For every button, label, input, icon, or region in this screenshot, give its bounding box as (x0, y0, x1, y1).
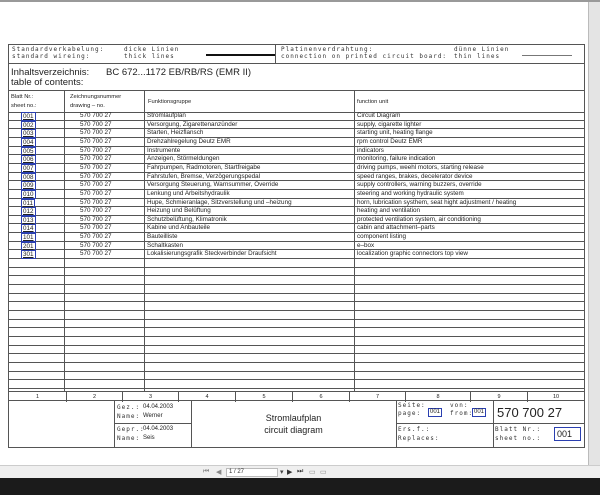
drawing-number: 570 700 27 (80, 250, 112, 258)
drawing-number: 570 700 27 (80, 129, 112, 137)
function-group: Starten, Heizflansch (147, 129, 204, 137)
header-group: Funktionsgruppe (148, 99, 192, 105)
legend-thin-en: thin lines (454, 53, 501, 60)
legend-thick-en: thick lines (124, 53, 175, 60)
divider (114, 401, 115, 447)
bottom-bar (0, 478, 600, 495)
table-row (9, 138, 584, 147)
drawing-number: 570 700 27 (80, 233, 112, 241)
drawing-number: 570 700 27 (497, 405, 563, 420)
function-group: Fahrstufen, Bremse, Verzögerungspedal (147, 172, 261, 180)
drawing-number: 570 700 27 (80, 181, 112, 189)
empty-table-row (9, 328, 584, 337)
model-title: BC 672...1172 EB/RB/RS (EMR II) (106, 67, 252, 78)
divider (114, 423, 191, 424)
header-drawing-de: Zeichnungsnummer (70, 94, 122, 100)
table-row (9, 173, 584, 182)
gez-label: Gez.: (117, 404, 141, 411)
from-label: from: (450, 410, 474, 417)
sheet-link[interactable]: 301 (23, 251, 34, 259)
drawing-number: 570 700 27 (80, 163, 112, 171)
empty-table-row (9, 380, 584, 389)
empty-table-row (9, 259, 584, 268)
function-unit: speed ranges, brakes, decelerator device (357, 172, 473, 180)
function-unit: rpm control Deutz EMR (357, 137, 423, 145)
empty-table-row (9, 276, 584, 285)
column-number: 4 (179, 392, 236, 402)
column-number: 8 (406, 392, 471, 402)
empty-table-row (9, 268, 584, 277)
function-unit: supply controllers, warning buzzers, override (357, 181, 482, 189)
function-group: Schutzbelüftung, Klimatronik (147, 215, 227, 223)
sheet-link[interactable]: 004 (23, 138, 34, 146)
sheet-link[interactable]: 005 (23, 147, 34, 155)
header-unit: function unit (357, 99, 389, 105)
blatt-label: Blatt Nr.: (495, 426, 542, 433)
column-divider (354, 90, 355, 391)
empty-table-row (9, 302, 584, 311)
table-row (9, 224, 584, 233)
column-number: 5 (236, 392, 293, 402)
table-row (9, 199, 584, 208)
function-unit: steering and working hydraulic system (357, 189, 464, 197)
divider (9, 90, 584, 91)
header-drawing (70, 93, 121, 111)
column-number: 6 (293, 392, 350, 402)
gepr-label: Gepr.: (117, 426, 145, 433)
sheetno-label: sheet no.: (495, 435, 542, 442)
empty-table-row (9, 285, 584, 294)
sheet-link[interactable]: 010 (23, 190, 34, 198)
header-drawing-en: drawing – no. (70, 103, 105, 109)
function-unit: supply, cigarette lighter (357, 120, 422, 128)
table-row (9, 164, 584, 173)
sheet-link[interactable]: 006 (23, 156, 34, 164)
legend-pcb-en: connection on printed circuit board: (281, 53, 448, 60)
name2: Seis (143, 435, 155, 441)
function-group: Lenkung und Arbeitshydraulik (147, 189, 230, 197)
header-sheet-de: Blatt Nr.: (11, 94, 34, 100)
drawing-number: 570 700 27 (80, 155, 112, 163)
sheet-link[interactable]: 002 (23, 121, 34, 129)
thick-line-sample (206, 54, 276, 56)
function-group: Instrumente (147, 146, 181, 154)
drawing-number: 570 700 27 (80, 189, 112, 197)
drawing-number: 570 700 27 (80, 146, 112, 154)
from-number: 001 (474, 409, 485, 415)
drawing-number: 570 700 27 (80, 198, 112, 206)
function-unit: protected ventilation system, air conditioning (357, 215, 481, 223)
column-number: 3 (123, 392, 179, 402)
column-number: 7 (350, 392, 406, 402)
table-row (9, 190, 584, 199)
function-group: Drehzahlregelung Deutz EMR (147, 137, 231, 145)
drawing-number: 570 700 27 (80, 112, 112, 119)
page-label: page: (398, 410, 422, 417)
drawing-number: 570 700 27 (80, 137, 112, 145)
table-row (9, 129, 584, 138)
legend-std-de: Standardverkabelung: (12, 46, 105, 53)
sheet-link[interactable]: 003 (23, 130, 34, 138)
toc-label-en: table of contents: (11, 77, 84, 88)
column-number: 2 (67, 392, 123, 402)
name1: Werner (143, 413, 163, 419)
vertical-scrollbar[interactable] (588, 2, 600, 467)
previous-page-icon[interactable]: ◀ (216, 469, 222, 476)
seite-label: Seite: (398, 402, 426, 409)
function-unit: indicators (357, 146, 384, 154)
sheet-link[interactable]: 008 (23, 173, 34, 181)
function-group: Schaltkasten (147, 241, 184, 249)
thin-line-sample (522, 55, 572, 56)
drawing-number: 570 700 27 (80, 215, 112, 223)
table-row (9, 121, 584, 130)
legend-thick-de: dicke Linien (124, 46, 180, 53)
empty-table-row (9, 372, 584, 381)
sheet-link[interactable]: 013 (23, 216, 34, 224)
divider (9, 63, 584, 64)
sheet-link[interactable]: 001 (23, 113, 34, 120)
table-row (9, 250, 584, 259)
sheet-number: 001 (554, 427, 581, 441)
von-label: von: (450, 402, 469, 409)
next-page-icon[interactable]: ▶ (287, 469, 293, 476)
divider (275, 45, 276, 63)
function-group: Versorgung, Zigarettenanzünder (147, 120, 238, 128)
divider (396, 423, 584, 424)
table-row (9, 112, 584, 121)
empty-table-row (9, 294, 584, 303)
function-unit: driving pumps, weehl motors, starting release (357, 163, 484, 171)
drawing-title-de: Stromlaufplan (265, 413, 322, 423)
function-unit: component listing (357, 233, 407, 241)
function-group: Bauteilliste (147, 233, 178, 241)
table-row (9, 181, 584, 190)
empty-table-row (9, 363, 584, 372)
two-page-icon[interactable]: ▭ (320, 469, 327, 476)
drawing-number: 570 700 27 (80, 120, 112, 128)
ersf-label: Ers.f.: (398, 426, 431, 433)
column-number: 10 (552, 394, 560, 400)
name1-label: Name: (117, 413, 141, 420)
function-group: Heizung und Belüftung (147, 207, 211, 215)
sheet-link[interactable]: 012 (23, 208, 34, 216)
divider (396, 401, 397, 447)
function-unit: localization graphic connectors top view (357, 250, 468, 258)
empty-table-row (9, 311, 584, 320)
sheet-link[interactable]: 201 (23, 242, 34, 250)
sheet-link[interactable]: 009 (23, 182, 34, 190)
table-row (9, 233, 584, 242)
function-group: Lokalisierungsgrafik Steckverbinder Draufsicht (147, 250, 277, 258)
column-divider (144, 90, 145, 391)
function-unit: cabin and attachment–parts (357, 224, 435, 232)
column-divider (64, 90, 65, 391)
gez-date: 04.04.2003 (143, 404, 174, 410)
divider (493, 401, 494, 447)
toc-label-de: Inhaltsverzeichnis: (11, 67, 90, 78)
last-page-icon[interactable]: ⏭ (297, 468, 304, 475)
sheet-link[interactable]: 014 (23, 225, 34, 233)
function-unit: starting unit, heating flange (357, 129, 433, 137)
title-block (9, 401, 584, 448)
empty-table-row (9, 354, 584, 363)
function-group: Hupe, Schmieranlage, Sitzverstellung und –heizung (147, 198, 292, 206)
function-unit: monitoring, failure indication (357, 155, 436, 163)
drawing-number: 570 700 27 (80, 207, 112, 215)
function-group: Stromlaufplan (147, 112, 186, 119)
page-navigation-toolbar (0, 465, 600, 478)
header-sheet-en: sheet no.: (11, 103, 37, 109)
page-dropdown-icon[interactable]: ▾ (280, 469, 284, 476)
legend-pcb-de: Platinenverdrahtung: (281, 46, 374, 53)
page-input[interactable]: 1 / 27 (226, 468, 278, 477)
sheet-link[interactable]: 101 (23, 234, 34, 242)
replaces-label: Replaces: (398, 435, 440, 442)
table-row (9, 207, 584, 216)
column-number: 1 (9, 392, 67, 402)
empty-table-row (9, 337, 584, 346)
first-page-icon[interactable]: ⏮ (203, 468, 210, 475)
empty-table-row (9, 320, 584, 329)
table-row (9, 242, 584, 251)
function-group: Versorgung Steuerung, Warnsummer, Override (147, 181, 279, 189)
function-group: Kabine und Anbauteile (147, 224, 211, 232)
legend-std-en: standard wireing: (12, 53, 91, 60)
drawing-title-en: circuit diagram (264, 425, 323, 435)
page-number: 001 (430, 409, 441, 415)
sheet-link[interactable]: 011 (23, 199, 34, 207)
function-unit: Circuit Diagram (357, 112, 401, 119)
drawing-number: 570 700 27 (80, 241, 112, 249)
header-sheet (11, 93, 36, 111)
sheet-link[interactable]: 007 (23, 164, 34, 172)
drawing-number: 570 700 27 (80, 224, 112, 232)
schematic-sheet (8, 44, 585, 448)
function-unit: e–box (357, 241, 375, 249)
legend-thin-de: dünne Linien (454, 46, 510, 53)
name2-label: Name: (117, 435, 141, 442)
table-row (9, 216, 584, 225)
single-page-icon[interactable]: ▭ (309, 469, 316, 476)
gepr-date: 04.04.2003 (143, 426, 174, 432)
drawing-number: 570 700 27 (80, 172, 112, 180)
table-row (9, 147, 584, 156)
divider (191, 401, 192, 447)
function-unit: heating and ventilation (357, 207, 421, 215)
empty-table-row (9, 346, 584, 355)
column-number: 9 (471, 392, 528, 402)
function-group: Fahrpumpen, Radmotoren, Startfreigabe (147, 163, 261, 171)
function-group: Anzeigen, Störmeldungen (147, 155, 220, 163)
column-number-strip (9, 391, 584, 401)
table-row (9, 155, 584, 164)
function-unit: horn, lubrication systhem, seat hight adjustment / heating (357, 198, 517, 206)
